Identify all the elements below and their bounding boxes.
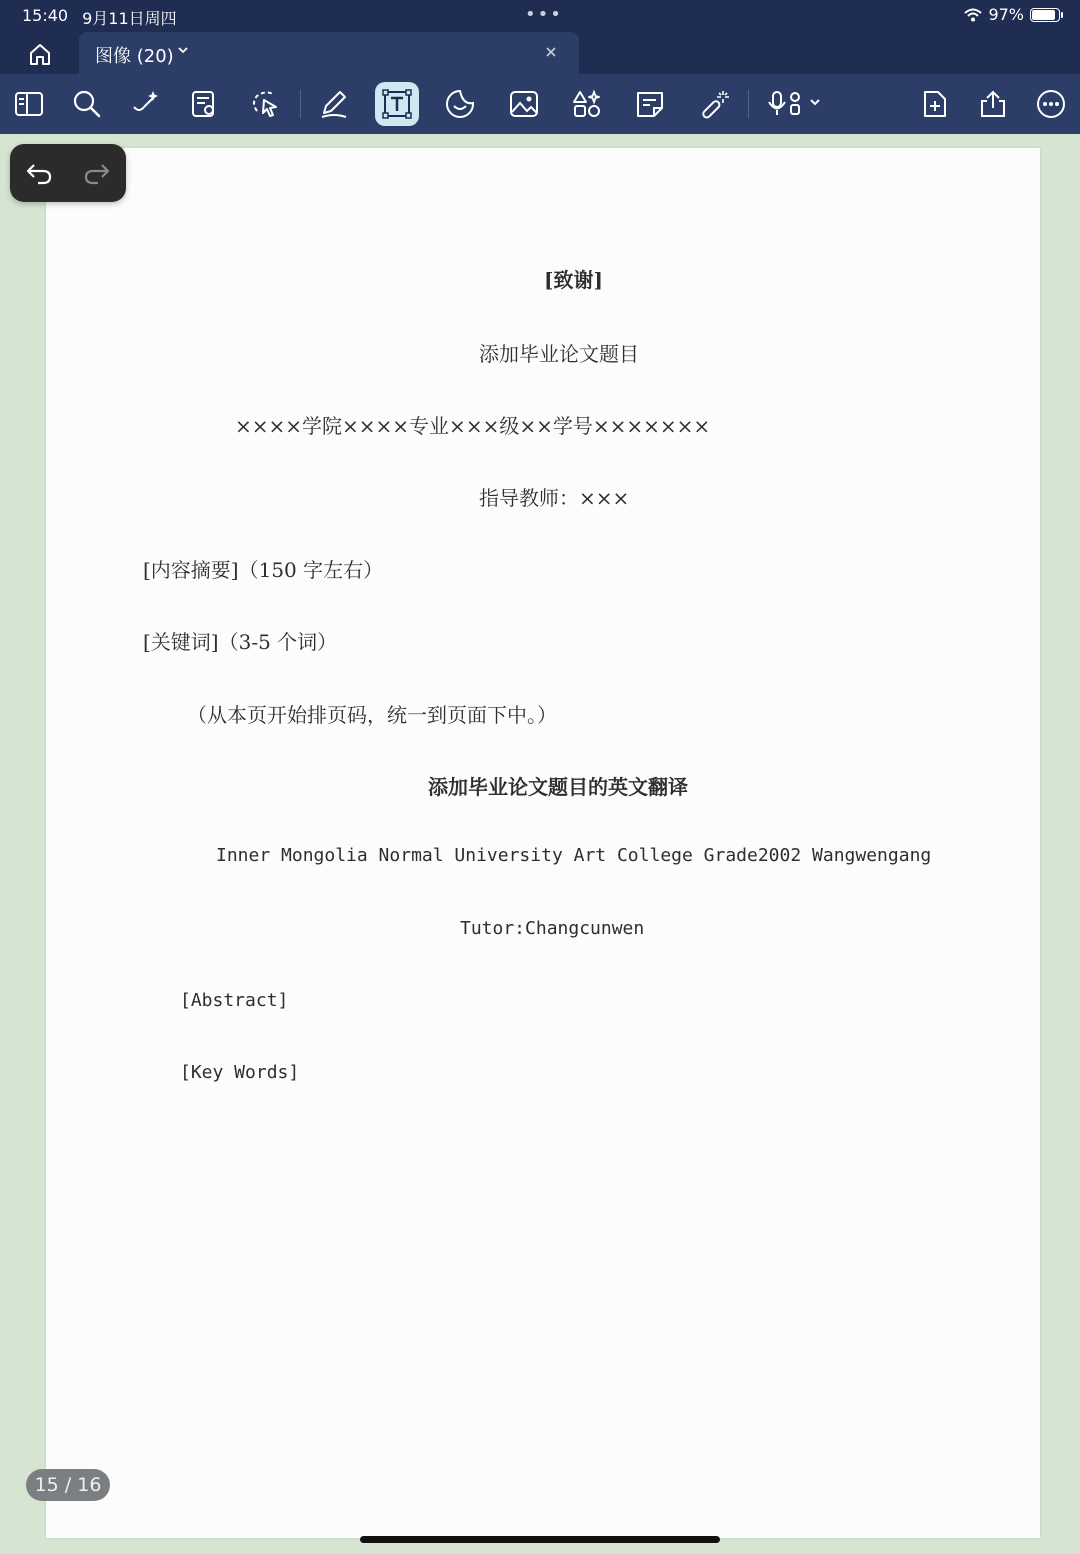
image-icon xyxy=(509,89,539,119)
doc-cn-abstract: [内容摘要]（150 字左右） xyxy=(143,558,384,582)
document-page[interactable] xyxy=(46,148,1040,1538)
redo-icon[interactable] xyxy=(82,158,112,188)
doc-en-author: Inner Mongolia Normal University Art College Grade2002 Wangwengang xyxy=(216,845,932,866)
image-button[interactable] xyxy=(502,82,546,126)
note-button[interactable] xyxy=(628,82,672,126)
status-date: 9月11日周四 xyxy=(82,9,177,28)
search-button[interactable] xyxy=(65,82,109,126)
pen-icon xyxy=(318,89,350,119)
close-tab-icon[interactable] xyxy=(543,44,559,60)
text-tool-icon xyxy=(381,88,413,120)
sticker-button[interactable] xyxy=(438,82,482,126)
more-icon xyxy=(1035,88,1067,120)
share-button[interactable] xyxy=(971,82,1015,126)
note-icon xyxy=(635,89,665,119)
doc-heading: [致谢] xyxy=(544,268,603,292)
ai-button[interactable] xyxy=(124,82,168,126)
tab-document[interactable] xyxy=(79,32,579,74)
doc-cn-author: ××××学院××××专业×××级××学号××××××× xyxy=(235,414,711,438)
add-page-icon xyxy=(921,89,949,119)
wifi-icon xyxy=(964,8,982,22)
undo-icon[interactable] xyxy=(24,158,54,188)
page-number-label: 15 / 16 xyxy=(34,1474,102,1496)
outline-button[interactable] xyxy=(182,82,226,126)
outline-icon xyxy=(189,89,219,119)
home-indicator[interactable] xyxy=(360,1536,720,1543)
search-icon xyxy=(72,89,102,119)
tab-title: 图像 (20) xyxy=(95,46,174,67)
undo-redo-panel xyxy=(10,144,126,202)
pen-button[interactable] xyxy=(312,82,356,126)
sticker-icon xyxy=(445,89,475,119)
doc-cn-title: 添加毕业论文题目 xyxy=(479,342,639,366)
lasso-button[interactable] xyxy=(243,82,287,126)
home-icon xyxy=(24,40,56,68)
laser-pointer-button[interactable] xyxy=(692,82,736,126)
lasso-icon xyxy=(249,89,281,119)
sidebar-icon xyxy=(14,90,44,118)
sidebar-button[interactable] xyxy=(7,82,51,126)
page-indicator[interactable] xyxy=(26,1469,110,1501)
doc-en-abstract: [Abstract] xyxy=(180,990,289,1011)
share-icon xyxy=(978,89,1008,119)
doc-cn-tutor: 指导教师：××× xyxy=(479,486,630,510)
battery-icon xyxy=(1030,8,1060,22)
doc-en-keywords: [Key Words] xyxy=(180,1062,300,1083)
record-button[interactable] xyxy=(765,82,829,126)
toolbar xyxy=(0,74,1080,134)
magic-icon xyxy=(131,89,161,119)
status-time: 15:40 xyxy=(22,6,69,25)
battery-percent: 97% xyxy=(988,5,1024,24)
add-page-button[interactable] xyxy=(913,82,957,126)
mic-icon xyxy=(767,89,827,119)
status-bar xyxy=(0,0,1080,32)
multitasking-dots-icon[interactable]: ••• xyxy=(525,4,563,25)
chevron-down-icon[interactable] xyxy=(177,45,189,55)
home-button[interactable] xyxy=(24,40,56,68)
tab-bar xyxy=(0,32,1080,74)
doc-cn-keywords: [关键词]（3-5 个词） xyxy=(143,630,338,654)
shapes-icon xyxy=(572,89,602,119)
more-button[interactable] xyxy=(1029,82,1073,126)
laser-pointer-icon xyxy=(698,89,730,119)
text-tool-button[interactable] xyxy=(375,82,419,126)
doc-cn-note: （从本页开始排页码，统一到页面下中。） xyxy=(187,703,557,727)
doc-en-tutor: Tutor:Changcunwen xyxy=(460,918,645,939)
doc-en-title: 添加毕业论文题目的英文翻译 xyxy=(428,775,688,799)
shapes-button[interactable] xyxy=(565,82,609,126)
